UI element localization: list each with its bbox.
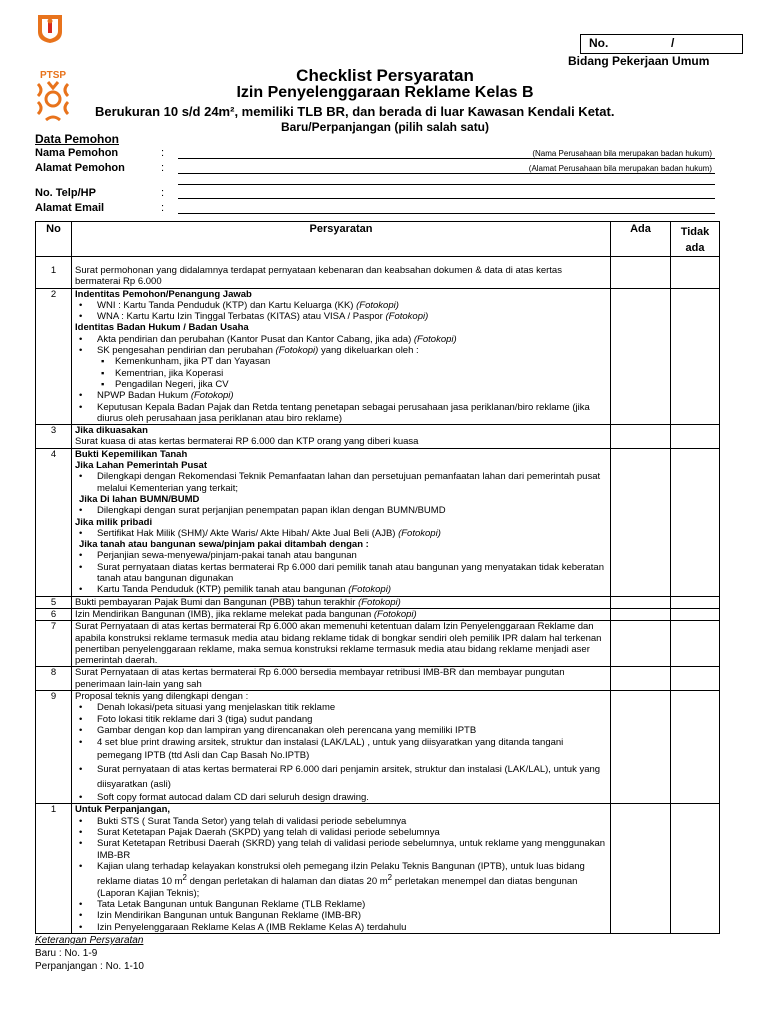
tidak-ada-checkbox-cell[interactable] bbox=[671, 608, 720, 620]
fotokopi-note: (Fotokopi) bbox=[356, 299, 399, 311]
list-item: • Perjanjian sewa-menyewa/pinjam-pakai tanah atau bangunan bbox=[75, 550, 607, 561]
persyaratan-table bbox=[35, 221, 720, 934]
col-tidak-ada-header bbox=[671, 222, 720, 257]
list-item-text: Kartu Tanda Penduduk (KTP) pemilik tanah atau bangunan bbox=[97, 584, 346, 596]
row-number: 3 bbox=[36, 425, 72, 449]
list-item: • Tata Letak Bangunan untuk Bangunan Reklame (TLB Reklame) bbox=[75, 899, 607, 910]
table-row bbox=[36, 804, 720, 933]
table-row bbox=[36, 608, 720, 620]
telp-label: No. Telp/HP bbox=[35, 187, 96, 199]
row-text: Surat Pernyataan di atas kertas bermaterai Rp 6.000 akan memenuhi ketentuan dalam Izin Penyelenggaraan Reklame dan apabila konstruksi reklame termasuk media atau bidang reklame tidak di bongkar sendiri oleh pemilik IPR dalam hal terkenan penertiban penyelenggaraan reklame, maka semua konstruksi reklame termasuk media atau bidang reklame menjadi aser pemerintah daerah. bbox=[72, 621, 611, 667]
table-row bbox=[36, 667, 720, 691]
email-field[interactable] bbox=[178, 213, 715, 214]
row-heading: Jika dikuasakan bbox=[75, 425, 148, 437]
col-ada-header: Ada bbox=[611, 222, 671, 257]
list-item bbox=[75, 528, 607, 539]
row-text: Surat permohonan yang didalamnya terdapat pernyataan kebenaran dan keabsahan dokumen & data di atas kertas bermaterai Rp 6.000 bbox=[72, 257, 611, 289]
keterangan-section bbox=[35, 934, 144, 973]
page-criteria: Berukuran 10 s/d 24m², memiliki TLB BR, dan berada di luar Kawasan Kendali Ketat. bbox=[95, 104, 615, 119]
keterangan-title: Keterangan Persyaratan bbox=[35, 935, 144, 946]
email-label: Alamat Email bbox=[35, 202, 105, 214]
row-text: Surat Pernyataan di atas kertas bermaterai Rp 6.000 bersedia membayar retribusi IMB-BR dan membayar pungutan penerimaan lain-lain yang sah bbox=[72, 667, 611, 691]
fotokopi-note: (Fotokopi) bbox=[385, 311, 429, 323]
list-item-text: dengan perletakan di halaman dan diatas 20 m bbox=[186, 876, 388, 888]
alamat-pemohon-field-2[interactable] bbox=[178, 184, 715, 185]
ada-checkbox-cell[interactable] bbox=[611, 257, 671, 289]
alamat-pemohon-note: (Alamat Perusahaan bila merupakan badan hukum) bbox=[528, 164, 712, 173]
ptsp-logo-text: PTSP bbox=[39, 70, 67, 81]
row-heading: Bukti Kepemilikan Tanah bbox=[75, 448, 188, 460]
row-number: 4 bbox=[36, 448, 72, 596]
list-item bbox=[75, 345, 607, 356]
list-item: • Dilengkapi dengan Rekomendasi Teknik Pemanfaatan lahan dan persetujuan pemanfaatan lahan dari pemerintah pusat melalui Kementerian yang terkait; bbox=[75, 471, 607, 494]
list-item-text: yang dikeluarkan oleh : bbox=[320, 345, 419, 357]
list-item bbox=[75, 584, 607, 595]
row-number: 5 bbox=[36, 596, 72, 608]
table-row bbox=[36, 288, 720, 425]
row-content bbox=[72, 608, 611, 620]
row-content bbox=[72, 448, 611, 596]
list-item: • Keputusan Kepala Badan Pajak dan Retda tentang penetapan sebagai perusahaan jasa periklanan/biro reklame (jika diurus oleh perusahaan jasa periklanan atau biro reklame) bbox=[75, 402, 607, 425]
tidak-ada-checkbox-cell[interactable] bbox=[671, 596, 720, 608]
nama-pemohon-field[interactable] bbox=[178, 158, 715, 159]
tidak-ada-checkbox-cell[interactable] bbox=[671, 621, 720, 667]
row-number: 2 bbox=[36, 288, 72, 425]
list-item-text: SK pengesahan pendirian dan perubahan bbox=[97, 345, 273, 357]
col-ada2-label: ada bbox=[685, 242, 705, 254]
ada-checkbox-cell[interactable] bbox=[611, 288, 671, 425]
list-item bbox=[75, 311, 607, 322]
row-text: Surat kuasa di atas kertas bermaterai RP 6.000 dan KTP orang yang diberi kuasa bbox=[75, 436, 419, 448]
sub-list-item: ▪ Kemenkunham, jika PT dan Yayasan bbox=[75, 356, 607, 367]
row-content bbox=[72, 690, 611, 803]
list-item: • Surat Ketetapan Retribusi Daerah (SKRD) yang telah di validasi periode sebelumnya, untuk reklame yang menggunakan IMB-BR bbox=[75, 838, 607, 861]
list-item: • Surat pernyataan di atas kertas bermaterai RP 6.000 dari penjamin arsitek, struktur dan instalasi (LAK/LAL), untuk yang diisyaratkan (asli) bbox=[75, 762, 607, 792]
list-item-text: Sertifikat Hak Milik (SHM)/ Akte Waris/ Akte Hibah/ Akte Jual Beli (AJB) bbox=[97, 527, 396, 539]
row-content bbox=[72, 804, 611, 933]
table-header-row bbox=[36, 222, 720, 257]
data-pemohon-title: Data Pemohon bbox=[35, 132, 120, 146]
row-text: Bukti pembayaran Pajak Bumi dan Bangunan (PBB) tahun terakhir bbox=[75, 596, 356, 608]
fotokopi-note: (Fotokopi) bbox=[373, 608, 417, 620]
list-item: • Surat pernyataan diatas kertas bermaterai Rp 6.000 dari pemilik tanah atau bangunan yang menyatakan tidak keberatan tanah atau bangunan digunakan bbox=[75, 562, 607, 585]
tidak-ada-checkbox-cell[interactable] bbox=[671, 690, 720, 803]
row-subheading: Jika Lahan Pemerintah Pusat bbox=[75, 460, 207, 472]
list-item: • Izin Mendirikan Bangunan untuk Bangunan Reklame (IMB-BR) bbox=[75, 910, 607, 921]
row-heading: Indentitas Pemohon/Penangung Jawab bbox=[75, 288, 252, 300]
list-item-text: NPWP Badan Hukum bbox=[97, 390, 189, 402]
list-item: • Dilengkapi dengan surat perjanjian penempatan papan iklan dengan BUMN/BUMD bbox=[75, 505, 607, 516]
telp-field[interactable] bbox=[178, 198, 715, 199]
tidak-ada-checkbox-cell[interactable] bbox=[671, 448, 720, 596]
page-subtitle: Izin Penyelenggaraan Reklame Kelas B bbox=[236, 84, 534, 101]
colon: : bbox=[161, 187, 165, 199]
ada-checkbox-cell[interactable] bbox=[611, 608, 671, 620]
col-no-header: No bbox=[36, 222, 72, 257]
alamat-pemohon-field[interactable] bbox=[178, 173, 715, 174]
sub-list-item: ▪ Pengadilan Negeri, jika CV bbox=[75, 379, 607, 390]
colon: : bbox=[161, 162, 165, 174]
row-number: 1 bbox=[36, 257, 72, 289]
number-label: No. bbox=[589, 36, 609, 50]
list-item bbox=[75, 861, 607, 899]
row-number: 8 bbox=[36, 667, 72, 691]
list-item: • Foto lokasi titik reklame dari 3 (tiga) sudut pandang bbox=[75, 714, 607, 725]
list-item-text: WNI : Kartu Tanda Penduduk (KTP) dan Kartu Keluarga (KK) bbox=[97, 299, 354, 311]
sub-list-item: ▪ Kementrian, jika Koperasi bbox=[75, 368, 607, 379]
row-content bbox=[72, 596, 611, 608]
page-option: Baru/Perpanjangan (pilih salah satu) bbox=[280, 120, 490, 134]
fotokopi-note: (Fotokopi) bbox=[358, 596, 401, 608]
tidak-ada-checkbox-cell[interactable] bbox=[671, 804, 720, 933]
superscript: 2 bbox=[387, 873, 393, 883]
table-row bbox=[36, 425, 720, 449]
bidang-label: Bidang Pekerjaan Umum bbox=[568, 54, 710, 68]
list-item-text: Kajian ulang terhadap kelayakan konstruksi oleh pemegang iIzin Pelaku Teknis Bangunan (IPTB), untuk luas bidang reklame diatas 10 m bbox=[97, 860, 585, 888]
row-heading: Identitas Badan Hukum / Badan Usaha bbox=[75, 322, 249, 334]
col-persyaratan-header: Persyaratan bbox=[72, 222, 611, 257]
list-item bbox=[75, 334, 607, 345]
row-content bbox=[72, 425, 611, 449]
ada-checkbox-cell[interactable] bbox=[611, 596, 671, 608]
tidak-ada-checkbox-cell[interactable] bbox=[671, 288, 720, 425]
row-subheading: Jika milik pribadi bbox=[75, 516, 153, 528]
ada-checkbox-cell[interactable] bbox=[611, 667, 671, 691]
list-item-text: perletakan menempel dan diatas bengunan (Laporan Kajian Teknis); bbox=[97, 876, 578, 899]
tidak-ada-checkbox-cell[interactable] bbox=[671, 667, 720, 691]
fotokopi-note: (Fotokopi) bbox=[348, 584, 391, 596]
table-row bbox=[36, 257, 720, 289]
ada-checkbox-cell[interactable] bbox=[611, 690, 671, 803]
fotokopi-note: (Fotokopi) bbox=[413, 333, 457, 345]
tidak-ada-checkbox-cell[interactable] bbox=[671, 425, 720, 449]
nama-pemohon-label: Nama Pemohon bbox=[35, 147, 119, 159]
list-item: • 4 set blue print drawing arsitek, struktur dan instalasi (LAK/LAL) , untuk yang diisyaratkan yang ditanda tangani pemegang IPTB (ttd Asli dan Cap Basah No.IPTB) bbox=[75, 736, 607, 762]
fotokopi-note: (Fotokopi) bbox=[190, 390, 234, 402]
row-heading: Proposal teknis yang dilengkapi dengan : bbox=[75, 690, 249, 702]
list-item-text: Akta pendirian dan perubahan (Kantor Pusat dan Kantor Cabang, jika ada) bbox=[97, 333, 412, 345]
dki-emblem-logo bbox=[36, 14, 64, 44]
row-subheading: Jika Di lahan BUMN/BUMD bbox=[79, 493, 200, 505]
alamat-pemohon-label: Alamat Pemohon bbox=[35, 162, 125, 174]
number-box bbox=[580, 34, 743, 54]
keterangan-baru: Baru : No. 1-9 bbox=[35, 948, 98, 959]
ada-checkbox-cell[interactable] bbox=[611, 448, 671, 596]
page-title: Checklist Persyaratan bbox=[296, 66, 474, 85]
table-row bbox=[36, 596, 720, 608]
list-item: • Soft copy format autocad dalam CD dari seluruh design drawing. bbox=[75, 792, 607, 803]
ada-checkbox-cell[interactable] bbox=[611, 425, 671, 449]
row-number: 1 bbox=[36, 804, 72, 933]
list-item: • Bukti STS ( Surat Tanda Setor) yang telah di validasi periode sebelumnya bbox=[75, 816, 607, 827]
col-tidak-label: Tidak bbox=[680, 226, 710, 238]
row-subheading: Jika tanah atau bangunan sewa/pinjam pakai ditambah dengan : bbox=[79, 539, 369, 551]
table-row bbox=[36, 690, 720, 803]
table-row bbox=[36, 621, 720, 667]
fotokopi-note: (Fotokopi) bbox=[275, 345, 319, 357]
fotokopi-note: (Fotokopi) bbox=[398, 527, 441, 539]
nama-pemohon-note: (Nama Perusahaan bila merupakan badan hukum) bbox=[532, 149, 712, 158]
keterangan-perpanjangan: Perpanjangan : No. 1-10 bbox=[35, 961, 144, 972]
list-item: • Izin Penyelenggaraan Reklame Kelas A (IMB Reklame Kelas A) terdahulu bbox=[75, 922, 607, 933]
number-slash: / bbox=[671, 36, 675, 50]
ada-checkbox-cell[interactable] bbox=[611, 804, 671, 933]
list-item: • Denah lokasi/peta situasi yang menjelaskan titik reklame bbox=[75, 702, 607, 713]
list-item: • Gambar dengan kop dan lampiran yang direncanakan oleh perencana yang memiliki IPTB bbox=[75, 725, 607, 736]
row-text: Izin Mendirikan Bangunan (IMB), jika reklame melekat pada bangunan bbox=[75, 608, 372, 620]
list-item-text: WNA : Kartu Kartu Izin Tinggal Terbatas (KITAS) atau VISA / Paspor bbox=[97, 311, 383, 323]
ada-checkbox-cell[interactable] bbox=[611, 621, 671, 667]
tidak-ada-checkbox-cell[interactable] bbox=[671, 257, 720, 289]
table-row bbox=[36, 448, 720, 596]
colon: : bbox=[161, 202, 165, 214]
row-content bbox=[72, 288, 611, 425]
list-item: • Surat Ketetapan Pajak Daerah (SKPD) yang telah di validasi periode sebelumnya bbox=[75, 827, 607, 838]
list-item bbox=[75, 300, 607, 311]
superscript: 2 bbox=[182, 873, 187, 883]
colon: : bbox=[161, 147, 165, 159]
row-number: 6 bbox=[36, 608, 72, 620]
row-heading: Untuk Perpanjangan, bbox=[75, 804, 171, 816]
row-number: 9 bbox=[36, 690, 72, 803]
row-number: 7 bbox=[36, 621, 72, 667]
list-item bbox=[75, 390, 607, 401]
